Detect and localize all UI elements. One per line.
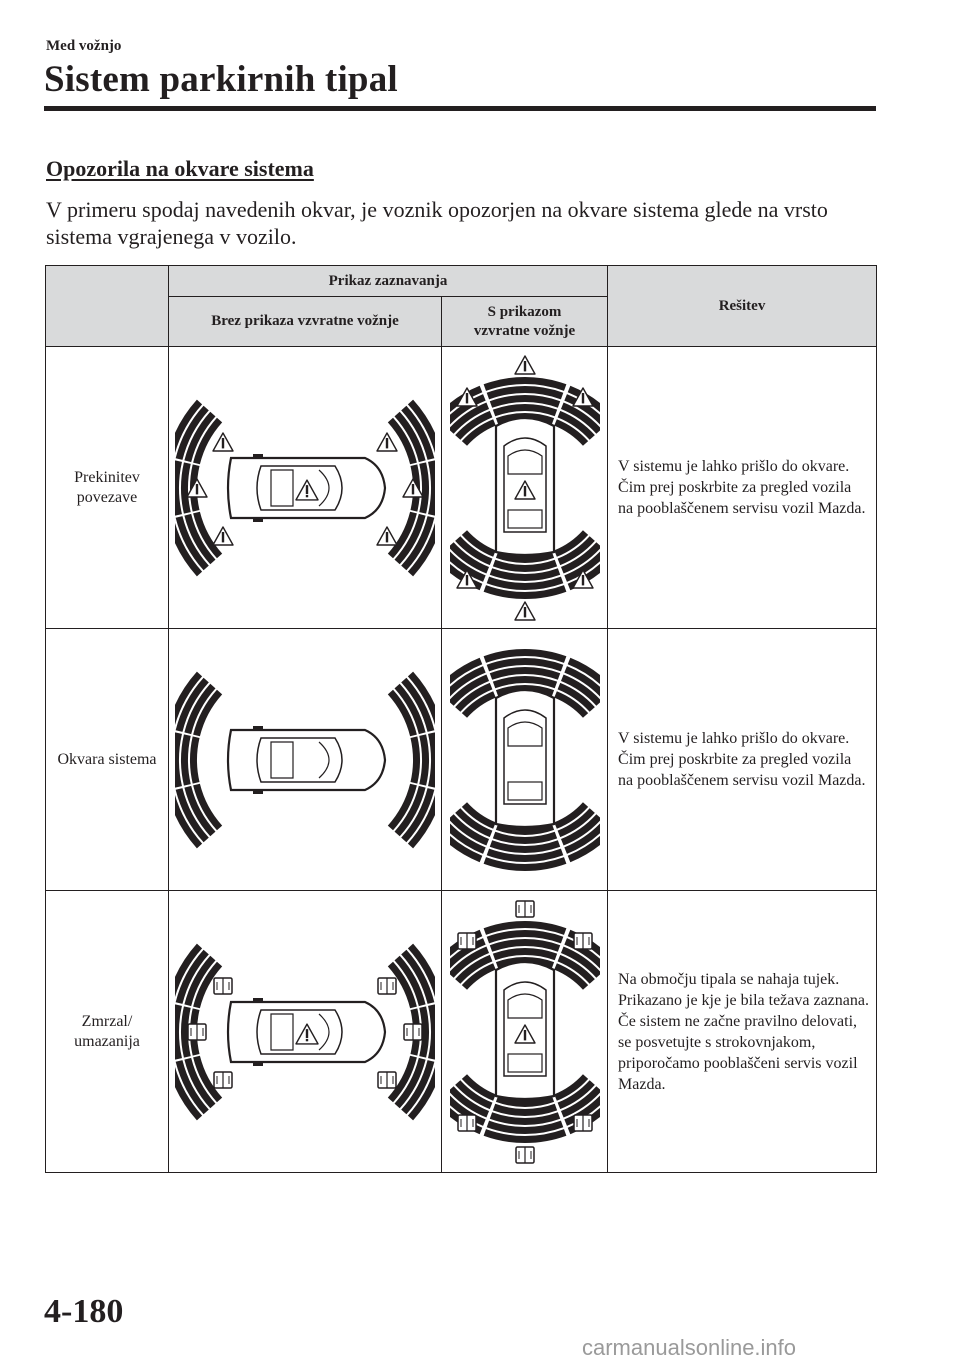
- section-label: Med vožnjo: [46, 38, 122, 54]
- exclamation-triangle-icon: [213, 527, 233, 545]
- sensor-zone-segment: [428, 732, 435, 787]
- sensor-book-icon: [214, 1072, 232, 1088]
- parking-sensor-diagram-horizontal: [175, 660, 435, 860]
- sensor-book-icon: [458, 1115, 476, 1131]
- sensor-zone-segment: [428, 460, 435, 515]
- figure-no-reverse: [169, 629, 442, 891]
- parking-sensor-diagram-vertical: [450, 353, 600, 623]
- sensor-zone-segment: [419, 734, 429, 785]
- header-solution: Rešitev: [608, 266, 877, 347]
- table-row: [46, 629, 877, 891]
- sensor-book-icon: [574, 1115, 592, 1131]
- header-display: Prikaz zaznavanja: [169, 266, 608, 297]
- page-title: Sistem parkirnih tipal: [44, 59, 398, 100]
- exclamation-triangle-icon: [377, 433, 397, 451]
- header-with-reverse: S prikazom vzvratne vožnje: [442, 297, 608, 347]
- intro-paragraph: V primeru spodaj navedenih okvar, je voznik opozorjen na okvare sistema glede na vrsto sistema vgrajenega v vozilo.: [46, 197, 828, 249]
- sensor-zone-segment: [190, 736, 200, 783]
- subheading: Opozorila na okvare sistema: [46, 156, 314, 181]
- condition-cell: Okvara sistema: [46, 629, 169, 891]
- figure-no-reverse: [169, 347, 442, 629]
- sensor-book-icon: [378, 978, 396, 994]
- parking-sensor-diagram-vertical: [450, 635, 600, 885]
- exclamation-triangle-icon: [213, 433, 233, 451]
- sensor-zone-segment: [175, 460, 182, 515]
- parking-sensor-diagram-horizontal: [175, 932, 435, 1132]
- warning-table: [45, 265, 877, 1173]
- sensor-zone-segment: [181, 462, 191, 513]
- solution-cell: V sistemu je lahko prišlo do okvare. Čim prej poskrbite za pregled vozila na pooblaščenem servisu vozil Mazda.: [608, 347, 877, 629]
- car-top-view: [228, 726, 385, 794]
- exclamation-triangle-icon: [187, 479, 207, 497]
- sensor-book-icon: [214, 978, 232, 994]
- page-number: 4-180: [44, 1293, 124, 1330]
- figure-with-reverse: [442, 347, 608, 629]
- condition-cell: Zmrzal/ umazanija: [46, 891, 169, 1173]
- figure-no-reverse: [169, 891, 442, 1173]
- header-no-reverse: Brez prikaza vzvratne vožnje: [169, 297, 442, 347]
- sensor-book-icon: [378, 1072, 396, 1088]
- car-top-view: [496, 690, 554, 827]
- solution-cell: Na območju tipala se nahaja tujek. Prikazano je kje je bila težava zaznana. Če sistem ne začne pravilno delovati, se posvetujte s strokovnjakom, priporočamo pooblaščeni servis vozil Mazda.: [608, 891, 877, 1173]
- table-row: [46, 891, 877, 1173]
- parking-sensor-diagram-vertical: [450, 897, 600, 1167]
- figure-with-reverse: [442, 891, 608, 1173]
- sensor-book-icon: [516, 1147, 534, 1163]
- exclamation-triangle-icon: [515, 602, 535, 620]
- header-empty-cell: [46, 266, 169, 347]
- sensor-zone-segment: [175, 732, 182, 787]
- sensor-book-icon: [574, 933, 592, 949]
- sensor-zone-segment: [428, 1004, 435, 1059]
- exclamation-triangle-icon: [377, 527, 397, 545]
- table-row: [46, 347, 877, 629]
- exclamation-triangle-icon: [515, 356, 535, 374]
- sensor-book-icon: [458, 933, 476, 949]
- sensor-zone-segment: [175, 1004, 182, 1059]
- title-rule: [44, 106, 876, 111]
- solution-cell: V sistemu je lahko prišlo do okvare. Čim prej poskrbite za pregled vozila na pooblaščenem servisu vozil Mazda.: [608, 629, 877, 891]
- sensor-zone-segment: [419, 462, 429, 513]
- condition-cell: Prekinitev povezave: [46, 347, 169, 629]
- sensor-book-icon: [404, 1024, 422, 1040]
- sensor-zone-segment: [410, 736, 420, 783]
- figure-with-reverse: [442, 629, 608, 891]
- sensor-book-icon: [516, 901, 534, 917]
- sensor-book-icon: [188, 1024, 206, 1040]
- watermark: carmanualsonline.info: [582, 1335, 797, 1360]
- parking-sensor-diagram-horizontal: [175, 388, 435, 588]
- sensor-zone-segment: [181, 734, 191, 785]
